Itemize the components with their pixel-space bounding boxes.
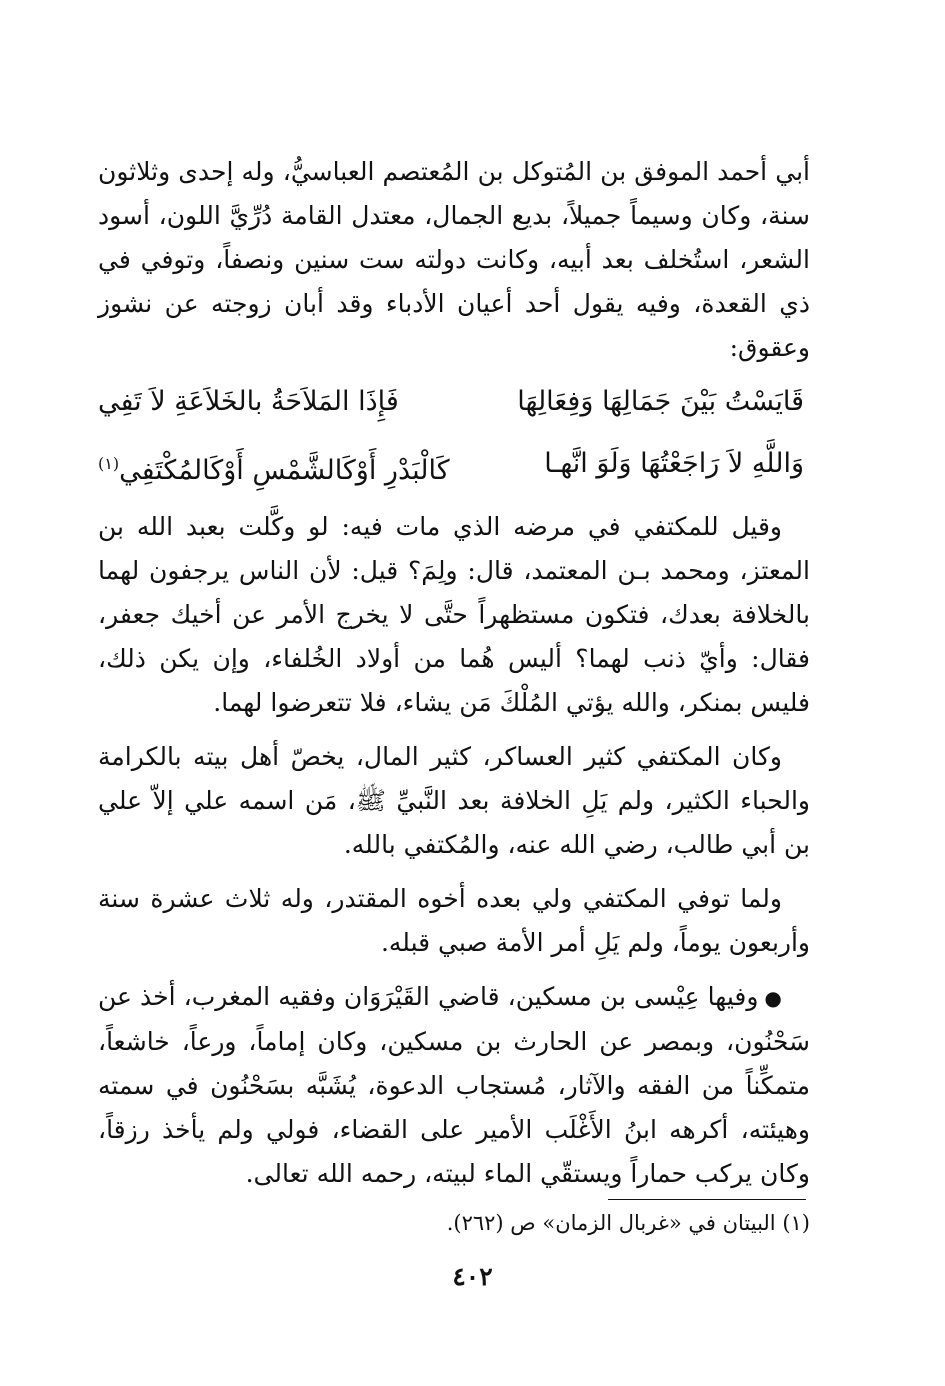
poem-line-1-second-hemistich: فَإِذَا المَلاَحَةُ بالخَلاَعَةِ لاَ تَفِي — [98, 386, 399, 417]
footnote-marker: (١) — [98, 454, 120, 473]
page-number: ٤٠٢ — [452, 1262, 493, 1291]
paragraph-isa-text: وفيها عِيْسى بن مسكين، قاضي القَيْرَوَان وفقيه المغرب، أخذ عن سَحْنُون، وبمصر عن الحارث بن مسكين، وكان إماماً، ورعاً، خاشعاً، متمكِّناً من الفقه والآثار، مُستجاب الدعوة، يُشَبَّه بسَحْنُون في سمته وهيئته، أكرهه ابنُ الأَغْلَب الأمير على القضاء، فولي ولم يأخذ رزقاً، وكان يركب حماراً ويستقّي الماء لبيته، رحمه الله تعالى. — [98, 982, 810, 1188]
paragraph-caliph-description: أبي أحمد الموفق بن المُتوكل بن المُعتصم العباسيُّ، وله إحدى وثلاثون سنة، وكان وسيماً جميلاً، بديع الجمال، معتدل القامة دُرِّيَّ اللون، أسود الشعر، استُخلف بعد أبيه، وكانت دولته ست سنين ونصفاً، وتوفي في ذي القعدة، وفيه يقول أحد أعيان الأدباء وقد أبان زوجته عن نشوز وعقوق: — [98, 157, 810, 362]
footnote: (١) البيتان في «غربال الزمان» ص (٢٦٢). — [446, 1211, 810, 1235]
footnote-divider — [608, 1199, 806, 1200]
poem-line-1-first-hemistich: قَايَسْتُ بَيْنَ جَمَالِهَا وَفِعَالِهَا — [517, 386, 804, 417]
bullet-icon: ● — [764, 986, 782, 1010]
poem-line-2-second-hemistich-wrap — [98, 436, 450, 499]
main-text — [98, 150, 810, 1196]
paragraph-armies: وكان المكتفي كثير العساكر، كثير المال، يخصّ أهل بيته بالكرامة والحباء الكثير، ولم يَلِ الخلافة بعد النَّبيِّ ﷺ، مَن اسمه علي إلاّ علي بن أبي طالب، رضي الله عنه، والمُكتفي بالله. — [98, 742, 810, 859]
poem-line-2-second-hemistich: كَالْبَدْرِ أَوْكَالشَّمْسِ أَوْكَالمُكْتَفِي — [119, 455, 450, 486]
paragraph-illness: وقيل للمكتفي في مرضه الذي مات فيه: لو وكَّلت بعبد الله بن المعتز، ومحمد بـن المعتمد، قال: ولِمَ؟ قيل: لأن الناس يرجفون لهما بالخلافة بعدك، فتكون مستظهراً حتَّى لا يخرج الأمر عن أخيك جعفر، فقال: وأيّ ذنب لهما؟ أليس هُما من أولاد الخُلفاء، وإن يكن ذلك، فليس بمنكر، والله يؤتي المُلْكَ مَن يشاء، فلا تتعرضوا لهما. — [98, 512, 810, 717]
poem-line-1 — [98, 374, 810, 430]
poem-line-2-first-hemistich: وَاللَّهِ لاَ رَاجَعْتُهَا وَلَوَ انَّهـا — [544, 448, 804, 479]
paragraph-succession: ولما توفي المكتفي ولي بعده أخوه المقتدر، وله ثلاث عشرة سنة وأربعون يوماً، ولم يَلِ أمر الأمة صبي قبله. — [98, 884, 810, 957]
poem-line-2 — [98, 436, 810, 499]
paragraph-isa-bin-miskin — [98, 975, 810, 1196]
